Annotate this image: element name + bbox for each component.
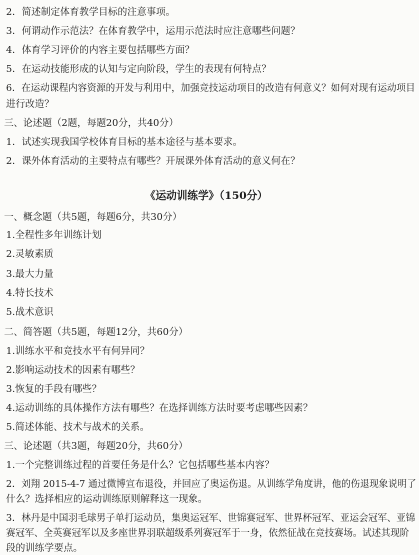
question-item: 2.影响运动技术的因素有哪些？ <box>6 365 140 376</box>
question-item: 3．林丹是中国羽毛球男子单打运动员，集奥运冠军、世锦赛冠军、世界杯冠军、亚运会冠军、亚锦 <box>6 513 416 524</box>
question-item: 2．刘翔 2015-4-7 通过微博宣布退役，并回应了奥运伤退。从训练学角度讲，他的伤退现象说明了 <box>6 479 417 490</box>
question-item: 2．课外体育活动的主要特点有哪些？开展课外体育活动的意义何在？ <box>6 156 300 167</box>
question-item-continuation: 进行改造？ <box>6 99 54 110</box>
list-item: 4.特长技术 <box>6 288 54 299</box>
subject-title: 《运动训练学》（150分） <box>145 190 268 202</box>
question-item: 5.简述体能、技术与战术的关系。 <box>6 422 150 433</box>
question-item: 6．在运动课程内容资源的开发与利用中，加强竞技运动项目的改造有何意义？如何对现有运动项目 <box>6 83 416 94</box>
question-item: 5．在运动技能形成的认知与定向阶段，学生的表现有何特点？ <box>6 64 272 75</box>
section-header: 三、论述题（2题，每题20分，共40分） <box>4 118 179 129</box>
question-item: 1．试述实现我国学校体育目标的基本途径与基本要求。 <box>6 137 243 148</box>
question-item-continuation: 赛冠军、全英赛冠军以及多座世界羽联超级系列赛冠军于一身，依然征战在竞技赛场。试述其现阶 <box>6 528 410 539</box>
section-header: 三、论述题（共3题，每题20分，共60分） <box>4 441 189 452</box>
question-item: 1.训练水平和竞技水平有何异同？ <box>6 346 150 357</box>
question-item-continuation: 段的训练学要点。 <box>6 543 83 554</box>
list-item: 3.最大力量 <box>6 269 54 280</box>
question-item: 1.一个完整训练过程的首要任务是什么？它包括哪些基本内容？ <box>6 460 275 471</box>
question-item: 4．体育学习评价的内容主要包括哪些方面？ <box>6 45 195 56</box>
section-header: 二、简答题（共5题，每题12分，共60分） <box>4 327 189 338</box>
list-item: 1.全程性多年训练计划 <box>6 230 102 241</box>
question-item: 2．简述制定体育教学目标的注意事项。 <box>6 7 176 18</box>
question-item: 3．何谓动作示范法？在体育教学中，运用示范法时应注意哪些问题？ <box>6 26 300 37</box>
question-item: 3.恢复的手段有哪些？ <box>6 384 102 395</box>
section-header: 一、概念题（共5题，每题6分，共30分） <box>4 212 182 223</box>
list-item: 2.灵敏素质 <box>6 249 54 260</box>
question-item-continuation: 什么？选择相应的运动训练原则解释这一现象。 <box>6 494 208 505</box>
question-item: 4.运动训练的具体操作方法有哪些？在选择训练方法时要考虑哪些因素？ <box>6 403 313 414</box>
list-item: 5.战术意识 <box>6 307 54 318</box>
